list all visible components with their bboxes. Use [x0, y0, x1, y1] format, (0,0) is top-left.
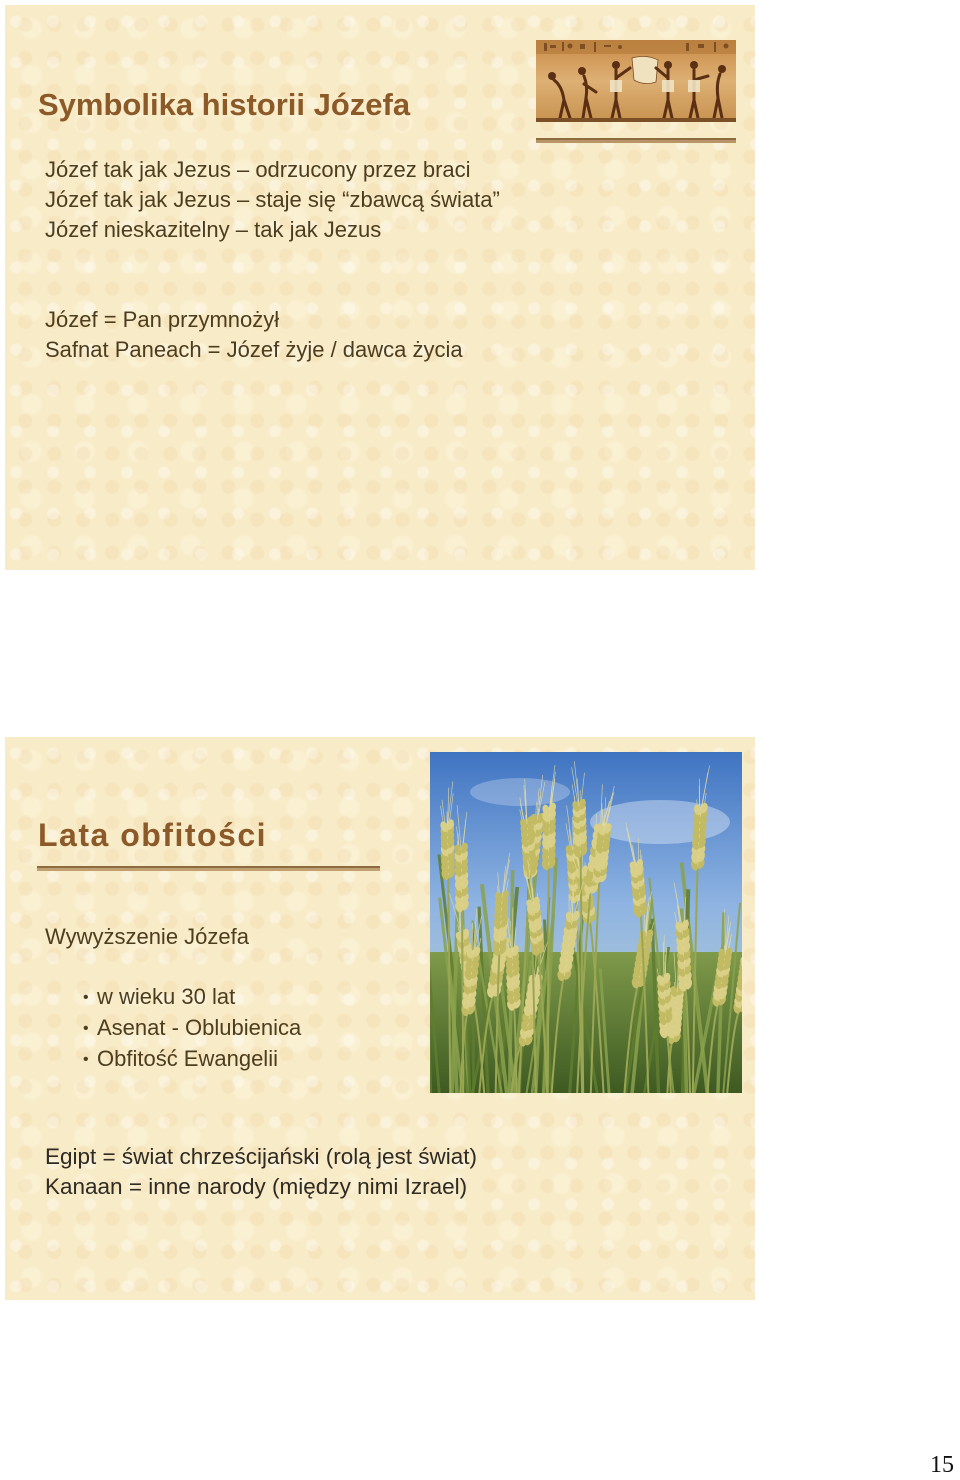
slide-title: Lata obfitości [38, 817, 268, 853]
bullet-item: • Obfitość Ewangelii [83, 1044, 301, 1075]
slide-lata-obfitosci [5, 737, 755, 1300]
name-meaning-list [45, 305, 463, 365]
text-line: Safnat Paneach = Józef żyje / dawca życia [45, 337, 463, 362]
symbolism-list [45, 155, 500, 245]
wheat-field-image [430, 752, 742, 1093]
slide-symbolika [5, 5, 755, 570]
text-line: Józef nieskazitelny – tak jak Jezus [45, 217, 382, 242]
notes-list [45, 1142, 477, 1202]
egyptian-painting-image [536, 40, 736, 122]
image-underline [536, 138, 736, 143]
title-underline [37, 866, 380, 871]
bullet-list [83, 982, 301, 1075]
text-line: Józef tak jak Jezus – staje się “zbawcą świata” [45, 187, 500, 212]
text-line: Józef = Pan przymnożył [45, 307, 280, 332]
page-number: 15 [930, 1452, 954, 1478]
bullet-item: • w wieku 30 lat [83, 982, 301, 1013]
slide-title: Symbolika historii Józefa [38, 87, 411, 122]
note-line: Egipt = świat chrześcijański (rolą jest świat) [45, 1144, 478, 1169]
text-line: Józef tak jak Jezus – odrzucony przez braci [45, 157, 471, 182]
note-line: Kanaan = inne narody (między nimi Izrael) [45, 1174, 468, 1199]
section-heading: Wywyższenie Józefa [45, 924, 249, 949]
bullet-item: • Asenat - Oblubienica [83, 1013, 301, 1044]
wheat-stem [548, 865, 549, 1093]
